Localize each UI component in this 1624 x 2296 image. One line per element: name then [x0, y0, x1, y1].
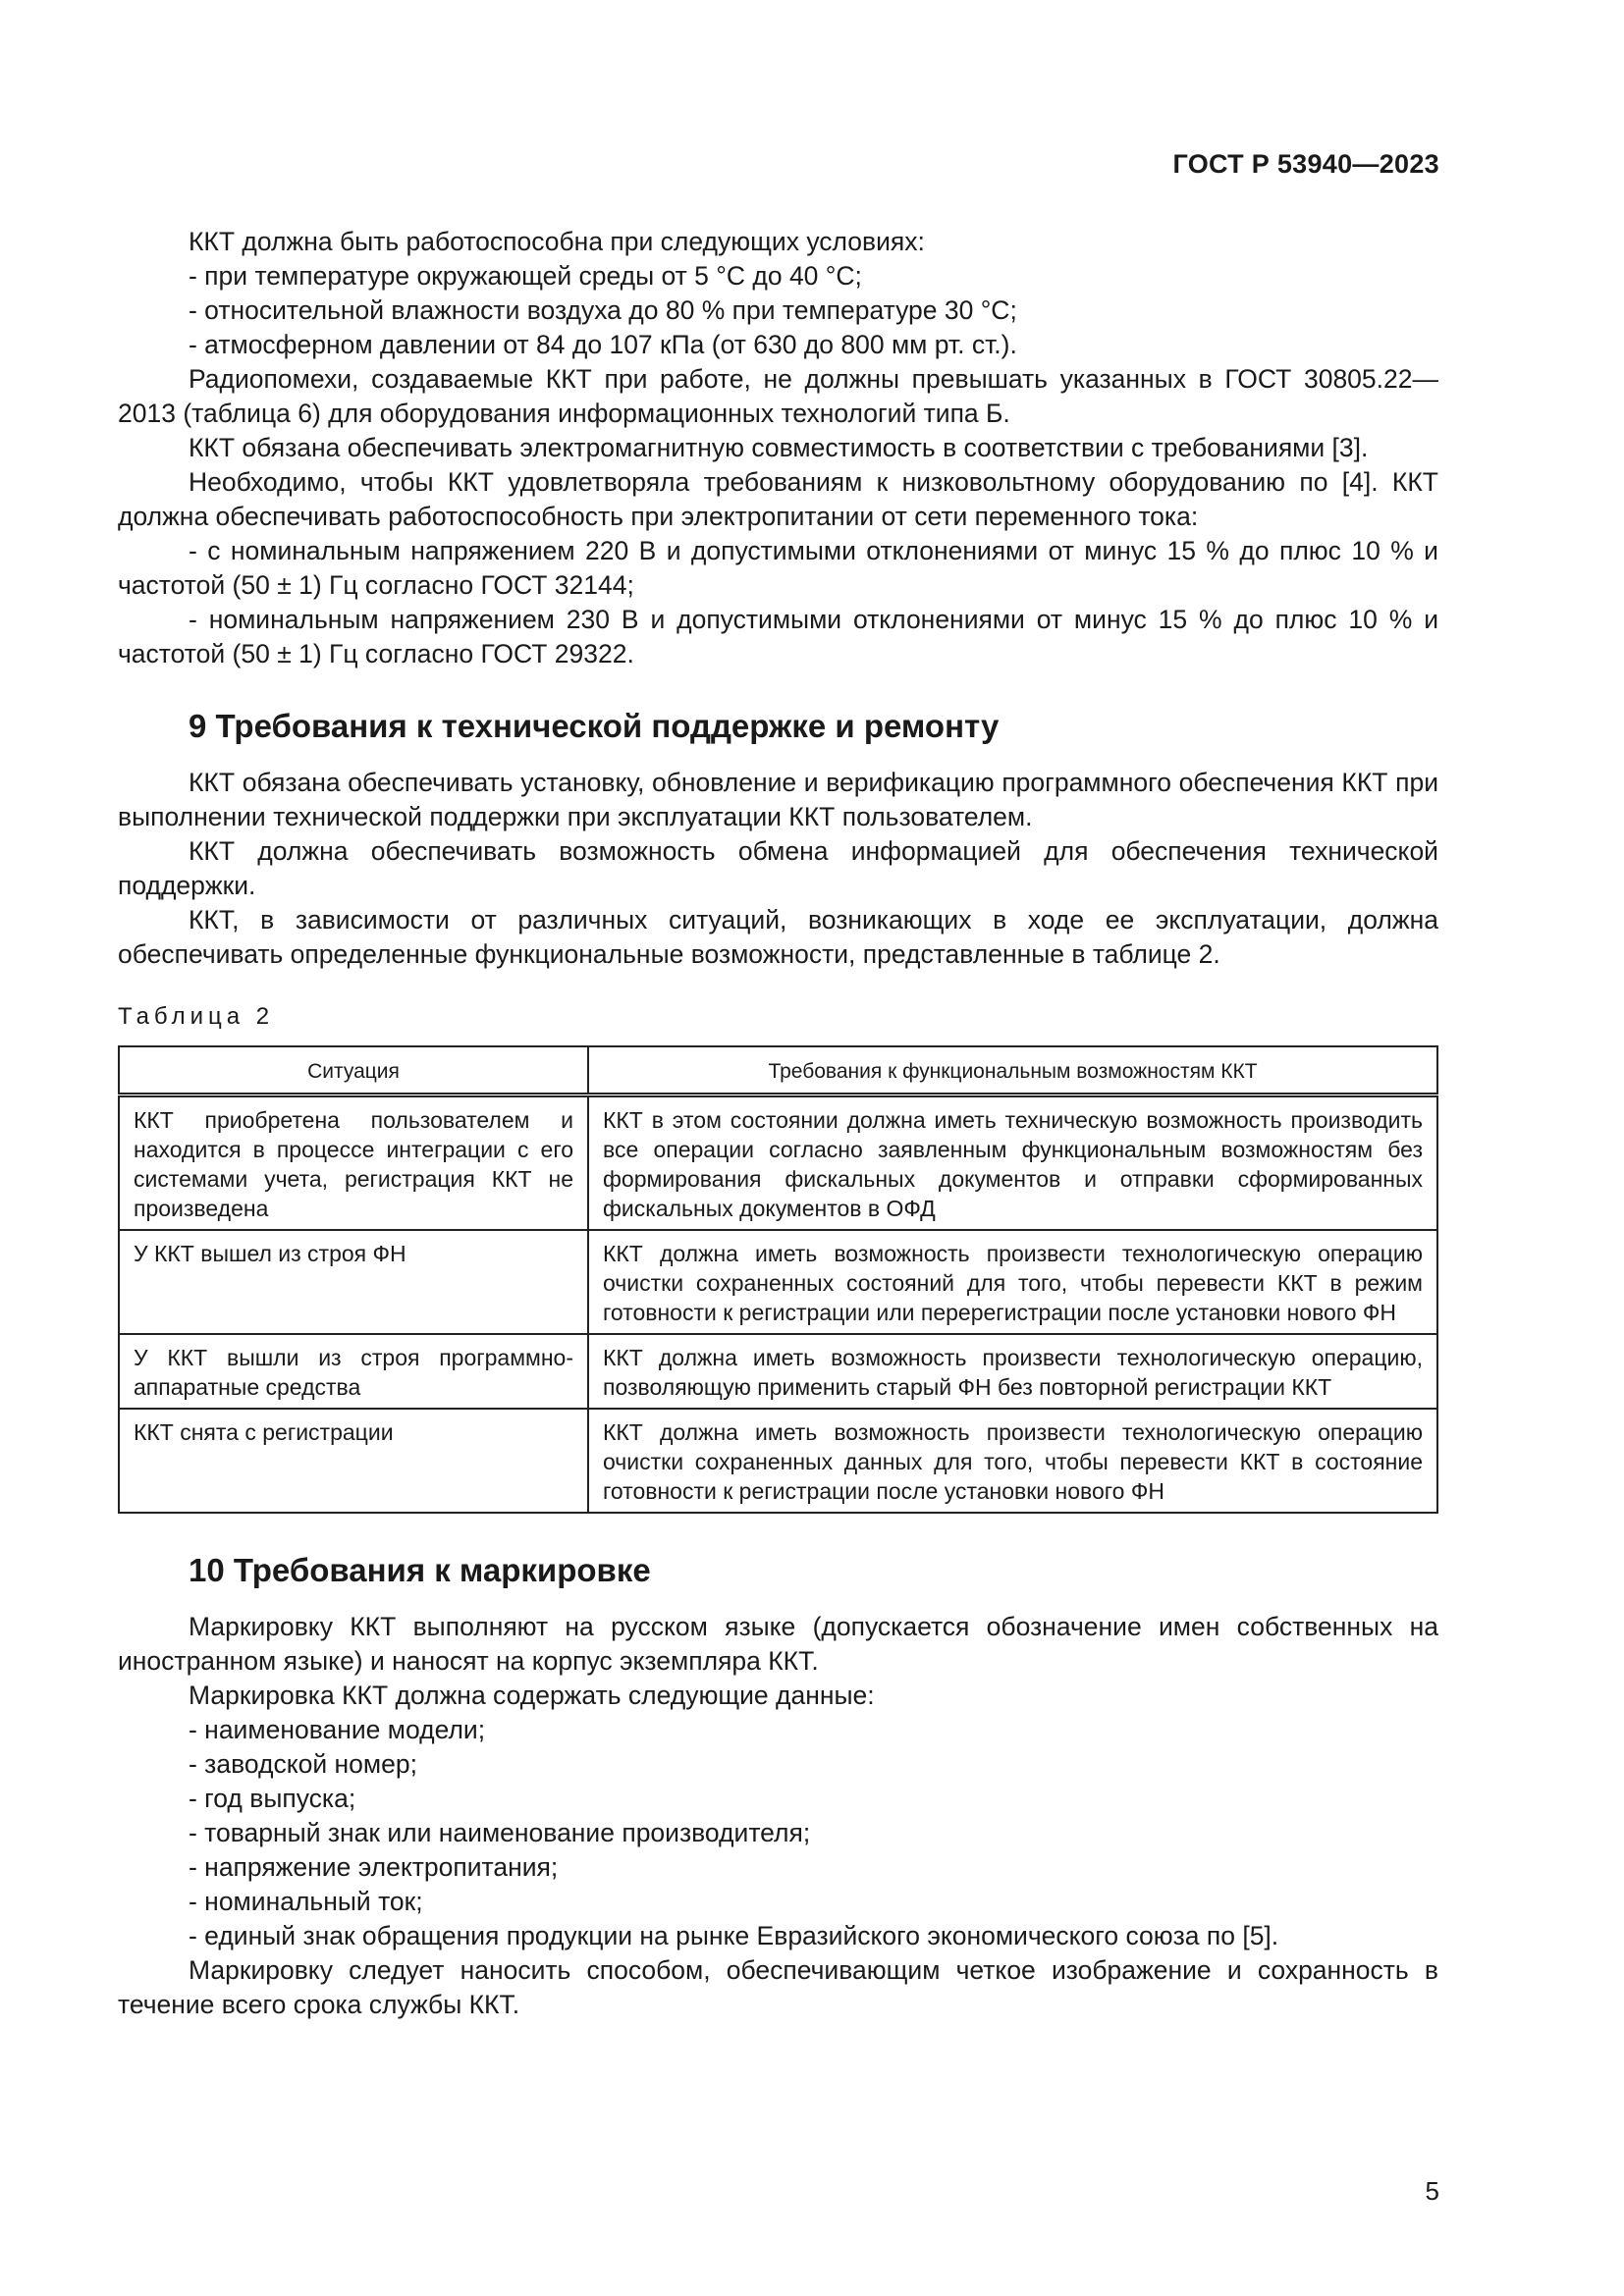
paragraph: ККТ должна обеспечивать возможность обмена информацией для обеспечения технической поддержки. — [118, 836, 1438, 900]
table-cell-requirement: ККТ в этом состоянии должна иметь техническую возможность производить все операции согласно заявленным функциональным возможностям без формирования фискальных документов и отправки сформированных фискальных документов в ОФД — [588, 1095, 1437, 1231]
table-cell-situation: У ККТ вышли из строя программно-аппаратные средства — [119, 1334, 588, 1409]
list-item: - единый знак обращения продукции на рынке Евразийского экономического союза по [5]. — [189, 1921, 1279, 1950]
table-header-situation: Ситуация — [119, 1046, 588, 1095]
paragraph: Радиопомехи, создаваемые ККТ при работе, не должны превышать указанных в ГОСТ 30805.22—2013 (таблица 6) для оборудования информационных технологий типа Б. — [118, 364, 1438, 428]
list-item: - номинальный ток; — [189, 1887, 423, 1916]
section-9-heading: 9 Требования к технической поддержке и ремонту — [189, 708, 1000, 744]
table-cell-situation: ККТ приобретена пользователем и находится в процессе интеграции с его системами учета, регистрация ККТ не произведена — [119, 1095, 588, 1231]
list-item: - номинальным напряжением 230 В и допустимыми отклонениями от минус 15 % до плюс 10 % и частотой (50 ± 1) Гц согласно ГОСТ 29322. — [118, 605, 1438, 668]
page-number: 5 — [1425, 2176, 1439, 2206]
table-cell-situation: У ККТ вышел из строя ФН — [119, 1230, 588, 1334]
list-item: - наименование модели; — [189, 1715, 486, 1744]
table-row — [119, 1095, 1437, 1231]
table-cell-requirement: ККТ должна иметь возможность произвести технологическую операцию, позволяющую применить старый ФН без повторной регистрации ККТ — [588, 1334, 1437, 1409]
table-cell-requirement: ККТ должна иметь возможность произвести технологическую операцию очистки сохраненных данных для того, чтобы перевести ККТ в состояние готовности к регистрации после установки нового ФН — [588, 1409, 1437, 1513]
paragraph: ККТ должна быть работоспособна при следующих условиях: — [189, 227, 925, 256]
list-item: - напряжение электропитания; — [189, 1852, 559, 1882]
table-row — [119, 1409, 1437, 1513]
paragraph: ККТ обязана обеспечивать установку, обновление и верификацию программного обеспечения ККТ при выполнении технической поддержки при эксплуатации ККТ пользователем. — [118, 768, 1438, 831]
list-item: - товарный знак или наименование производителя; — [189, 1818, 811, 1847]
paragraph: Необходимо, чтобы ККТ удовлетворяла требованиям к низковольтному оборудованию по [4]. ККТ должна обеспечивать работоспособность при электропитании от сети переменного тока: — [118, 467, 1438, 531]
table-header-row — [119, 1046, 1437, 1095]
table-cell-requirement: ККТ должна иметь возможность произвести технологическую операцию очистки сохраненных состояний для того, чтобы перевести ККТ в режим готовности к регистрации или перерегистрации после установки нового ФН — [588, 1230, 1437, 1334]
paragraph: Маркировку ККТ выполняют на русском языке (допускается обозначение имен собственных на иностранном языке) и наносят на корпус экземпляра ККТ. — [118, 1612, 1438, 1676]
section-10-heading: 10 Требования к маркировке — [189, 1552, 651, 1588]
list-item: - заводской номер; — [189, 1749, 417, 1779]
paragraph: Маркировка ККТ должна содержать следующие данные: — [189, 1681, 875, 1710]
list-item: - год выпуска; — [189, 1784, 356, 1813]
table-cell-situation: ККТ снята с регистрации — [119, 1409, 588, 1513]
list-item: - с номинальным напряжением 220 В и допустимыми отклонениями от минус 15 % до плюс 10 % и частотой (50 ± 1) Гц согласно ГОСТ 32144; — [118, 536, 1438, 600]
table-caption: Таблица 2 — [118, 1003, 275, 1030]
list-item: - относительной влажности воздуха до 80 % при температуре 30 °С; — [189, 295, 1017, 325]
paragraph: ККТ, в зависимости от различных ситуаций, возникающих в ходе ее эксплуатации, должна обеспечивать определенные функциональные возможности, представленные в таблице 2. — [118, 905, 1438, 969]
paragraph: Маркировку следует наносить способом, обеспечивающим четкое изображение и сохранность в течение всего срока службы ККТ. — [118, 1955, 1438, 2019]
standard-code: ГОСТ Р 53940—2023 — [1172, 149, 1439, 179]
list-item: - атмосферном давлении от 84 до 107 кПа (от 630 до 800 мм рт. ст.). — [189, 330, 1017, 359]
requirements-table — [118, 1045, 1438, 1514]
table-header-requirements: Требования к функциональным возможностям ККТ — [588, 1046, 1437, 1095]
list-item: - при температуре окружающей среды от 5 °С до 40 °С; — [189, 261, 862, 291]
paragraph: ККТ обязана обеспечивать электромагнитную совместимость в соответствии с требованиями [3]. — [189, 433, 1369, 462]
table-row — [119, 1230, 1437, 1334]
table-row — [119, 1334, 1437, 1409]
page-content — [118, 225, 1438, 2022]
